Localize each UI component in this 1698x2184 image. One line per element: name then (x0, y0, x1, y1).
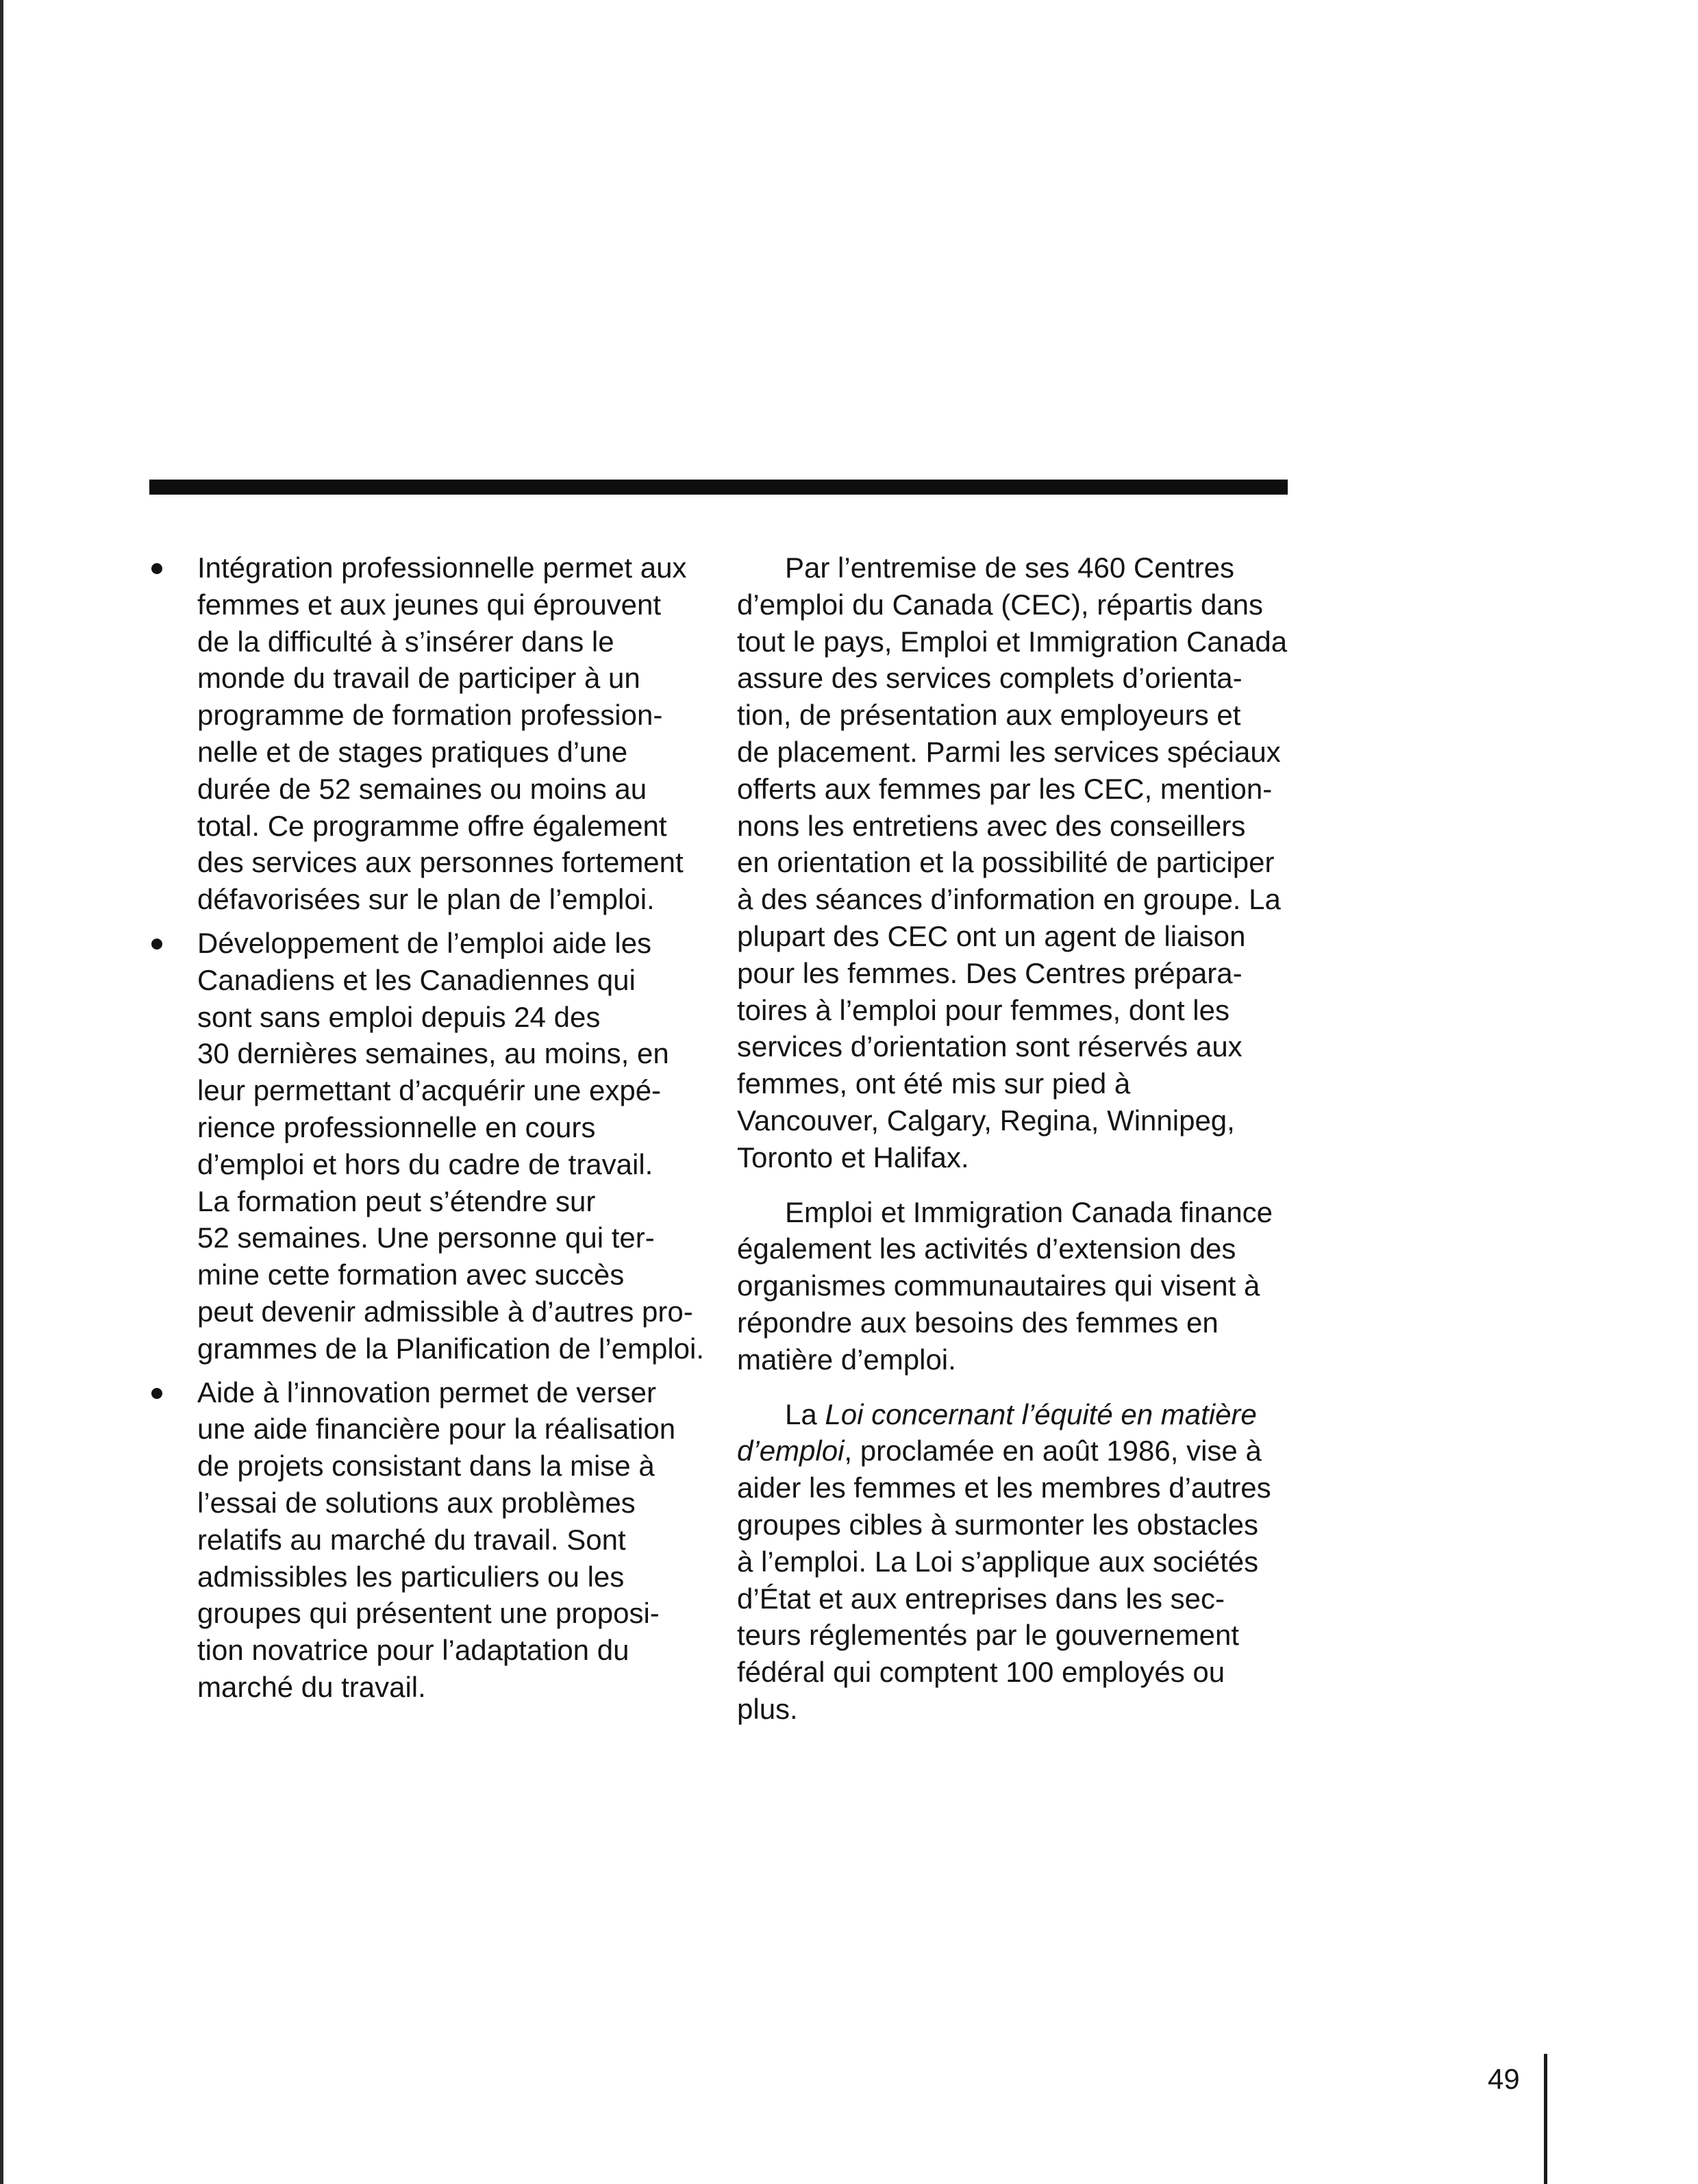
text-line: rience professionnelle en cours (197, 1110, 596, 1143)
text-line: Emploi et Immigration Canada finance (785, 1195, 1273, 1228)
text-line: plus. (737, 1692, 798, 1725)
text-line: pour les femmes. Des Centres prépara- (737, 956, 1243, 989)
text-line: matière d’emploi. (737, 1343, 956, 1376)
text-line: de la difficulté à s’insérer dans le (197, 625, 614, 658)
page-number-rule (1544, 2054, 1547, 2184)
text-line: d’emploi et hors du cadre de travail. (197, 1147, 653, 1180)
paragraph-financement (737, 1194, 1292, 1378)
text-line: groupes cibles à surmonter les obstacles (737, 1508, 1259, 1541)
scan-edge-left (0, 0, 3, 2184)
text-line: tion, de présentation aux employeurs et (737, 699, 1241, 732)
left-column (149, 549, 704, 1713)
text-line: Toronto et Halifax. (737, 1141, 969, 1174)
text-line: teurs réglementés par le gouvernement (737, 1619, 1240, 1652)
text-line: à des séances d’information en groupe. La (737, 883, 1281, 916)
text-line: 52 semaines. Une personne qui ter- (197, 1221, 655, 1254)
law-title-italic: d’emploi (737, 1435, 845, 1467)
text-segment: La (785, 1398, 825, 1430)
page-number: 49 (1488, 2063, 1520, 2095)
bullet-icon (151, 939, 162, 950)
text-line: aider les femmes et les membres d’autres (737, 1472, 1271, 1504)
text-line: Vancouver, Calgary, Regina, Winnipeg, (737, 1104, 1235, 1137)
text-line: programme de formation profession- (197, 699, 663, 732)
text-line: services d’orientation sont réservés aux (737, 1030, 1243, 1063)
text-line: une aide financière pour la réalisation (197, 1413, 676, 1445)
bullet-list (149, 549, 704, 1706)
text-segment: , proclamée en août 1986, vise à (844, 1435, 1262, 1467)
paragraph-loi-equite (737, 1396, 1292, 1728)
text-line: groupes qui présentent une proposi- (197, 1597, 660, 1630)
bullet-icon (151, 563, 162, 574)
bullet-item-developpement (149, 925, 704, 1367)
text-line: offerts aux femmes par les CEC, mention- (737, 772, 1273, 805)
text-line: défavorisées sur le plan de l’emploi. (197, 883, 655, 916)
bullet-item-innovation (149, 1374, 704, 1706)
text-line: Développement de l’emploi aide les (197, 926, 652, 959)
bullet-icon (151, 1388, 162, 1399)
text-line: d’emploi du Canada (CEC), répartis dans (737, 588, 1264, 621)
text-line: La formation peut s’étendre sur (197, 1184, 596, 1217)
text-line: nons les entretiens avec des conseillers (737, 809, 1246, 842)
right-column (737, 549, 1292, 1746)
text-line: femmes, ont été mis sur pied à (737, 1067, 1131, 1100)
text-line: 30 dernières semaines, au moins, en (197, 1037, 669, 1070)
text-line: de placement. Parmi les services spéciaux (737, 735, 1281, 768)
text-line: marché du travail. (197, 1670, 426, 1703)
text-line: relatifs au marché du travail. Sont (197, 1523, 626, 1556)
text-line: en orientation et la possibilité de participer (737, 846, 1275, 879)
paragraph-cec (737, 549, 1292, 1176)
text-line: également les activités d’extension des (737, 1232, 1236, 1265)
text-line: plupart des CEC ont un agent de liaison (737, 919, 1246, 952)
text-line: total. Ce programme offre également (197, 809, 667, 842)
text-line: Intégration professionnelle permet aux (197, 551, 687, 584)
text-line: de projets consistant dans la mise à (197, 1450, 655, 1482)
law-title-italic: Loi concernant l’équité en matière (825, 1398, 1257, 1430)
text-line: Canadiens et les Canadiennes qui (197, 963, 636, 996)
bullet-item-integration (149, 549, 704, 918)
text-line: mine cette formation avec succès (197, 1258, 625, 1291)
text-line: des services aux personnes fortement (197, 846, 684, 879)
text-line: répondre aux besoins des femmes en (737, 1306, 1219, 1339)
text-line: admissibles les particuliers ou les (197, 1560, 625, 1593)
text-line: d’État et aux entreprises dans les sec- (737, 1582, 1225, 1615)
text-line: organismes communautaires qui visent à (737, 1269, 1260, 1302)
text-line: assure des services complets d’orienta- (737, 662, 1243, 695)
text-line: leur permettant d’acquérir une expé- (197, 1074, 662, 1107)
text-line: femmes et aux jeunes qui éprouvent (197, 588, 662, 621)
text-line: tout le pays, Emploi et Immigration Canada (737, 625, 1288, 658)
text-line: Aide à l’innovation permet de verser (197, 1376, 657, 1409)
text-line: tion novatrice pour l’adaptation du (197, 1634, 629, 1667)
text-line: grammes de la Planification de l’emploi. (197, 1332, 705, 1365)
text-line: peut devenir admissible à d’autres pro- (197, 1295, 693, 1328)
text-line: Par l’entremise de ses 460 Centres (785, 551, 1234, 584)
text-line: toires à l’emploi pour femmes, dont les (737, 993, 1229, 1026)
text-line: à l’emploi. La Loi s’applique aux sociétés (737, 1545, 1259, 1578)
text-line: fédéral qui comptent 100 employés ou (737, 1656, 1225, 1689)
text-line: nelle et de stages pratiques d’une (197, 735, 628, 768)
text-line (737, 1396, 1292, 1433)
top-horizontal-rule (149, 480, 1288, 495)
text-line: monde du travail de participer à un (197, 662, 640, 695)
text-line: durée de 52 semaines ou moins au (197, 772, 647, 805)
text-line: sont sans emploi depuis 24 des (197, 1000, 601, 1033)
text-line: l’essai de solutions aux problèmes (197, 1486, 636, 1519)
text-line (737, 1432, 1292, 1469)
